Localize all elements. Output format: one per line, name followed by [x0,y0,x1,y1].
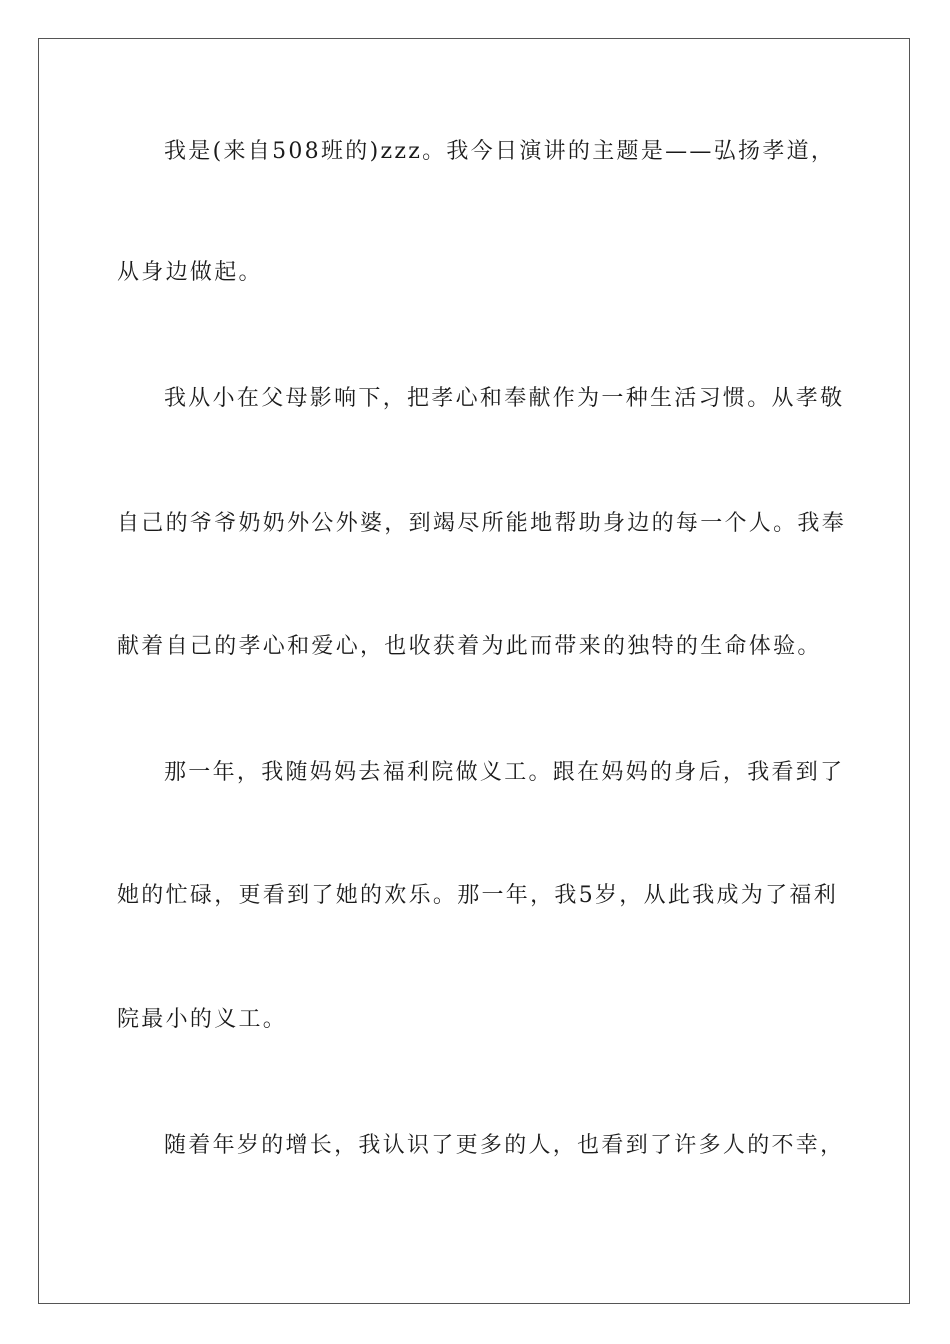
text-line-3: 我从小在父母影响下，把孝心和奉献作为一种生活习惯。从孝敬 [164,386,845,411]
text-line-8: 院最小的义工。 [117,1007,288,1032]
page-border [38,38,910,1304]
text-line-7: 她的忙碌，更看到了她的欢乐。那一年，我5岁，从此我成为了福利 [117,883,838,908]
text-line-6: 那一年，我随妈妈去福利院做义工。跟在妈妈的身后，我看到了 [164,760,845,785]
text-line-5: 献着自己的孝心和爱心，也收获着为此而带来的独特的生命体验。 [117,634,822,659]
text-line-9: 随着年岁的增长，我认识了更多的人，也看到了许多人的不幸， [164,1133,845,1158]
text-line-1: 我是(来自508班的)zzz。我今日演讲的主题是——弘扬孝道， [164,139,836,164]
text-line-4: 自己的爷爷奶奶外公外婆，到竭尽所能地帮助身边的每一个人。我奉 [117,511,847,536]
text-line-2: 从身边做起。 [117,260,263,285]
